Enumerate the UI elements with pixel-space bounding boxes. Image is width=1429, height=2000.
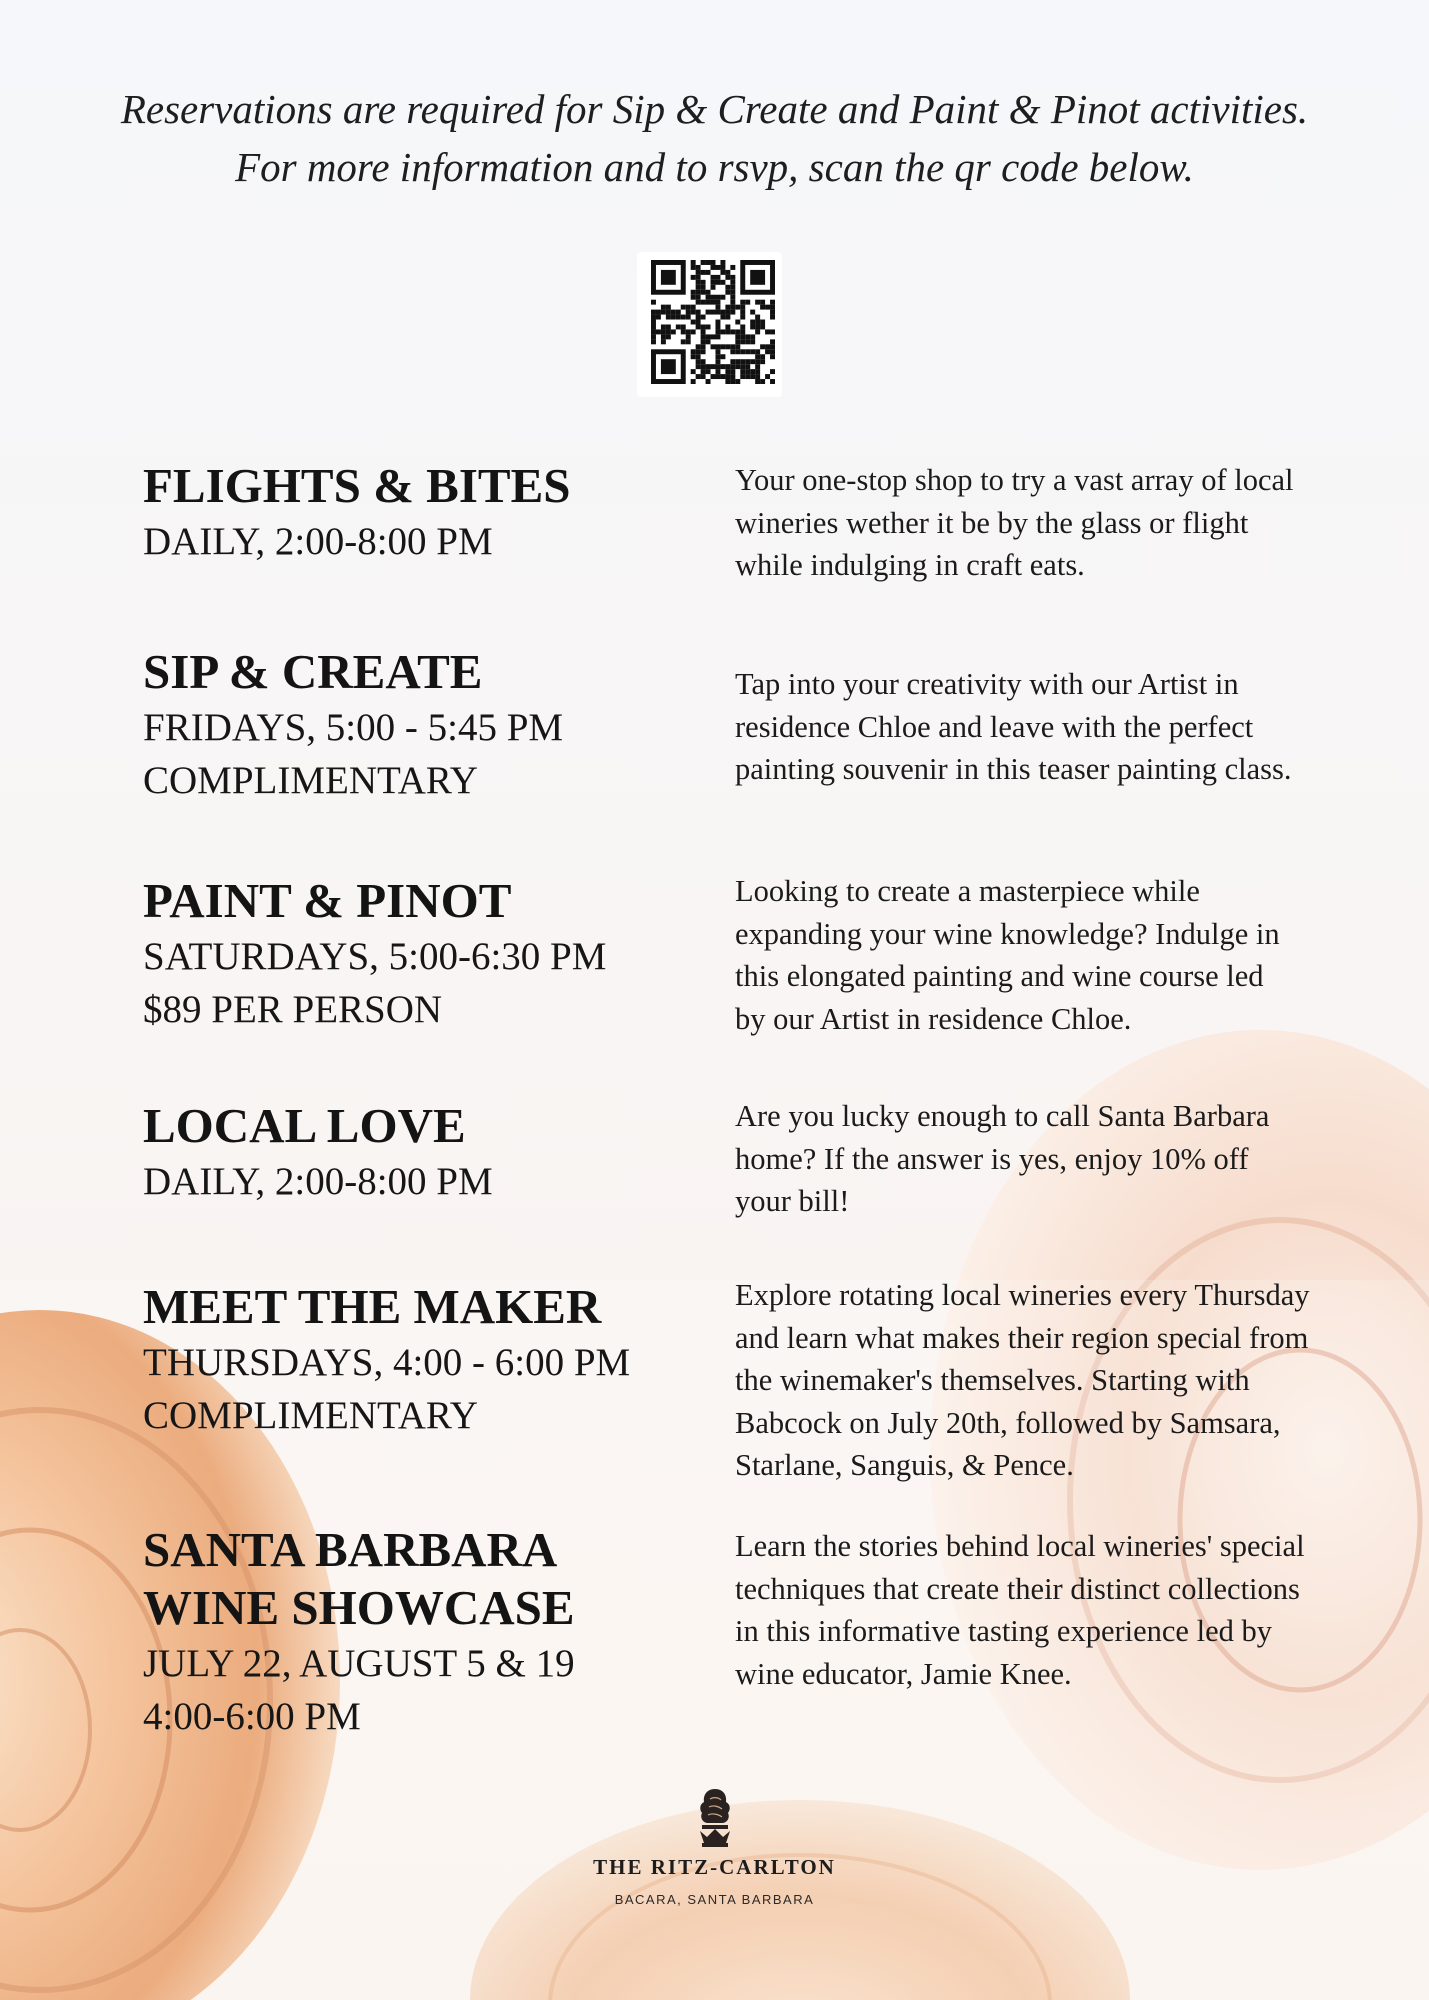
description-line: painting souvenir in this teaser painting class. bbox=[735, 752, 1292, 786]
event-title-line-1: SANTA BARBARA bbox=[143, 1522, 558, 1577]
description-line: Starlane, Sanguis, & Pence. bbox=[735, 1448, 1074, 1482]
event-title: FLIGHTS & BITES bbox=[143, 458, 571, 513]
event-description bbox=[735, 1274, 1355, 1487]
event-schedule: THURSDAYS, 4:00 - 6:00 PM bbox=[143, 1341, 631, 1384]
description-line: wineries wether it be by the glass or flight bbox=[735, 505, 1249, 540]
qr-code-icon bbox=[651, 260, 775, 384]
rsvp-qr-code[interactable] bbox=[637, 252, 782, 397]
description-line: by our Artist in residence Chloe. bbox=[735, 1001, 1132, 1036]
event-dates: JULY 22, AUGUST 5 & 19 bbox=[143, 1642, 575, 1685]
description-line: the winemaker's themselves. Starting with bbox=[735, 1363, 1250, 1397]
description-line: your bill! bbox=[735, 1184, 850, 1218]
event-price: COMPLIMENTARY bbox=[143, 759, 478, 802]
description-line: residence Chloe and leave with the perfect bbox=[735, 709, 1254, 744]
event-title: PAINT & PINOT bbox=[143, 873, 512, 928]
description-line: Learn the stories behind local wineries' special bbox=[735, 1529, 1305, 1563]
event-title: LOCAL LOVE bbox=[143, 1098, 466, 1153]
reservation-notice bbox=[0, 80, 1429, 196]
description-line: home? If the answer is yes, enjoy 10% off bbox=[735, 1141, 1249, 1176]
description-line: Your one-stop shop to try a vast array of local bbox=[735, 463, 1294, 497]
description-line: Looking to create a masterpiece while bbox=[735, 874, 1200, 908]
description-line: in this informative tasting experience led by bbox=[735, 1614, 1272, 1648]
event-title: SIP & CREATE bbox=[143, 644, 483, 699]
event-schedule: FRIDAYS, 5:00 - 5:45 PM bbox=[143, 706, 564, 749]
event-schedule: SATURDAYS, 5:00-6:30 PM bbox=[143, 935, 607, 978]
event-schedule: DAILY, 2:00-8:00 PM bbox=[143, 520, 493, 563]
intro-line-1: Reservations are required for Sip & Create and Paint & Pinot activities. bbox=[120, 86, 1309, 132]
lion-crown-icon bbox=[690, 1785, 740, 1849]
description-line: this elongated painting and wine course led bbox=[735, 959, 1264, 993]
ritz-carlton-logo bbox=[0, 1785, 1429, 1907]
event-title: MEET THE MAKER bbox=[143, 1279, 602, 1334]
description-line: Tap into your creativity with our Artist in bbox=[735, 667, 1239, 701]
description-line: expanding your wine knowledge? Indulge in bbox=[735, 916, 1280, 951]
description-line: Are you lucky enough to call Santa Barbara bbox=[735, 1099, 1270, 1133]
brand-name: THE RITZ-CARLTON bbox=[593, 1855, 836, 1879]
event-description bbox=[735, 1095, 1355, 1223]
description-line: Babcock on July 20th, followed by Samsara, bbox=[735, 1405, 1281, 1440]
description-line: while indulging in craft eats. bbox=[735, 548, 1085, 582]
event-price: COMPLIMENTARY bbox=[143, 1394, 478, 1437]
description-line: wine educator, Jamie Knee. bbox=[735, 1656, 1072, 1691]
description-line: Explore rotating local wineries every Thursday bbox=[735, 1278, 1310, 1312]
intro-line-2: For more information and to rsvp, scan the qr code below. bbox=[235, 144, 1194, 190]
event-description bbox=[735, 459, 1355, 587]
event-schedule: DAILY, 2:00-8:00 PM bbox=[143, 1160, 493, 1203]
event-price: $89 PER PERSON bbox=[143, 988, 443, 1031]
event-schedule: 4:00-6:00 PM bbox=[143, 1695, 361, 1738]
event-description bbox=[735, 870, 1355, 1040]
description-line: techniques that create their distinct collections bbox=[735, 1571, 1300, 1606]
description-line: and learn what makes their region special from bbox=[735, 1320, 1309, 1355]
event-description bbox=[735, 1525, 1355, 1695]
brand-location: BACARA, SANTA BARBARA bbox=[614, 1892, 815, 1907]
event-description bbox=[735, 663, 1355, 791]
event-title-line-2: WINE SHOWCASE bbox=[143, 1580, 575, 1635]
